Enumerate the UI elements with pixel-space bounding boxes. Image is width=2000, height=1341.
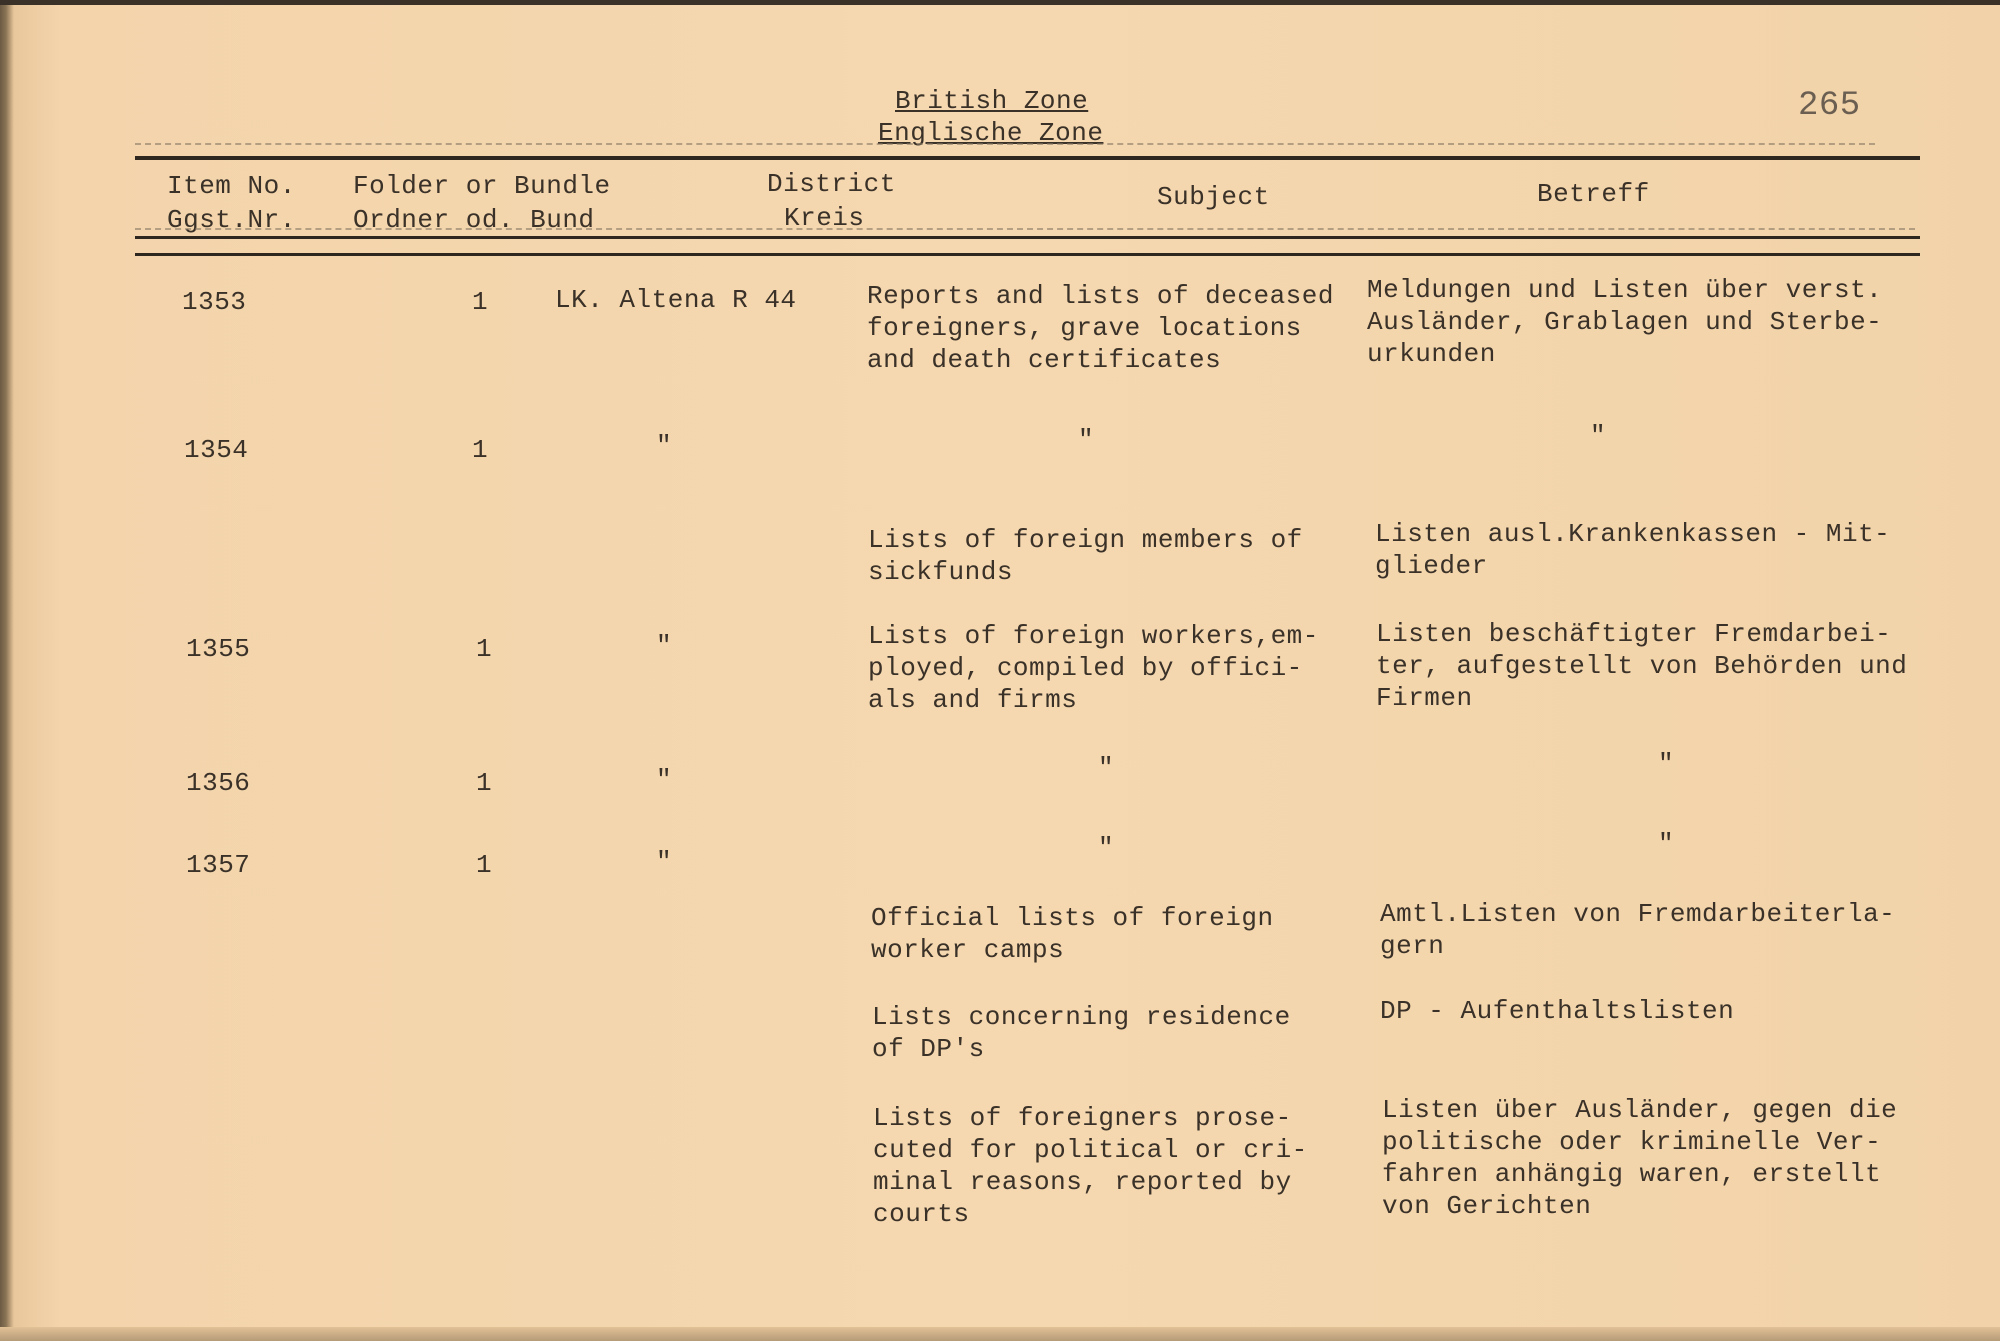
col-folder-en: Folder or Bundle	[353, 171, 611, 201]
district-ditto: "	[656, 631, 673, 661]
item-number: 1357	[186, 850, 251, 880]
item-number: 1353	[182, 287, 247, 317]
subject: Official lists of foreign worker camps	[871, 903, 1274, 965]
title-german: Englische Zone	[878, 118, 1104, 148]
subject: Reports and lists of deceased foreigners, grave locations and death certificates	[867, 281, 1334, 375]
folder-count: 1	[472, 287, 489, 317]
divider	[135, 228, 1915, 230]
item-number: 1356	[186, 768, 251, 798]
subject-ditto: "	[1098, 833, 1115, 863]
betreff: Meldungen und Listen über verst. Ausländer, Grablagen und Sterbe- urkunden	[1367, 275, 1883, 369]
betreff-ditto: "	[1590, 421, 1607, 451]
subject-ditto: "	[1098, 753, 1115, 783]
district: LK. Altena R 44	[555, 285, 797, 315]
col-district-en: District	[767, 169, 896, 199]
betreff-ditto: "	[1658, 749, 1675, 779]
header-top-rule	[135, 156, 1920, 160]
col-betreff: Betreff	[1537, 179, 1650, 209]
betreff-ditto: "	[1658, 829, 1675, 859]
header-bottom-rule	[135, 236, 1920, 239]
subject: Lists of foreign workers,em- ployed, compiled by offici- als and firms	[868, 621, 1319, 715]
title-english: British Zone	[895, 86, 1089, 116]
subject: Lists of foreigners prose- cuted for political or cri- minal reasons, reported by courts	[873, 1103, 1308, 1229]
betreff: Amtl.Listen von Fremdarbeiterla- gern	[1380, 899, 1896, 961]
folder-count: 1	[472, 435, 489, 465]
item-number: 1355	[186, 634, 251, 664]
district-ditto: "	[656, 765, 673, 795]
subject: Lists of foreign members of sickfunds	[868, 525, 1303, 587]
header-bottom-rule-2	[135, 253, 1920, 256]
subject: Lists concerning residence of DP's	[872, 1002, 1291, 1064]
betreff: Listen ausl.Krankenkassen - Mit- glieder	[1375, 519, 1891, 581]
betreff: Listen über Ausländer, gegen die politische oder kriminelle Ver- fahren anhängig waren, erstellt von Gerichten	[1382, 1095, 1898, 1221]
divider	[135, 143, 1875, 145]
page-bottom-edge	[0, 1327, 2000, 1341]
col-folder-de: Ordner od. Bund	[353, 205, 595, 235]
col-item-en: Item No.	[167, 171, 296, 201]
item-number: 1354	[184, 435, 249, 465]
page-number: 265	[1798, 87, 1861, 125]
col-district-de: Kreis	[784, 203, 865, 233]
betreff: Listen beschäftigter Fremdarbei- ter, aufgestellt von Behörden und Firmen	[1376, 619, 1908, 713]
page-top-edge	[0, 0, 2000, 5]
district-ditto: "	[656, 847, 673, 877]
district-ditto: "	[656, 431, 673, 461]
subject-ditto: "	[1078, 425, 1095, 455]
folder-count: 1	[476, 850, 493, 880]
col-item-de: Ggst.Nr.	[167, 205, 296, 235]
folder-count: 1	[476, 768, 493, 798]
folder-count: 1	[476, 634, 493, 664]
betreff: DP - Aufenthaltslisten	[1380, 996, 1735, 1026]
col-subject: Subject	[1157, 182, 1270, 212]
